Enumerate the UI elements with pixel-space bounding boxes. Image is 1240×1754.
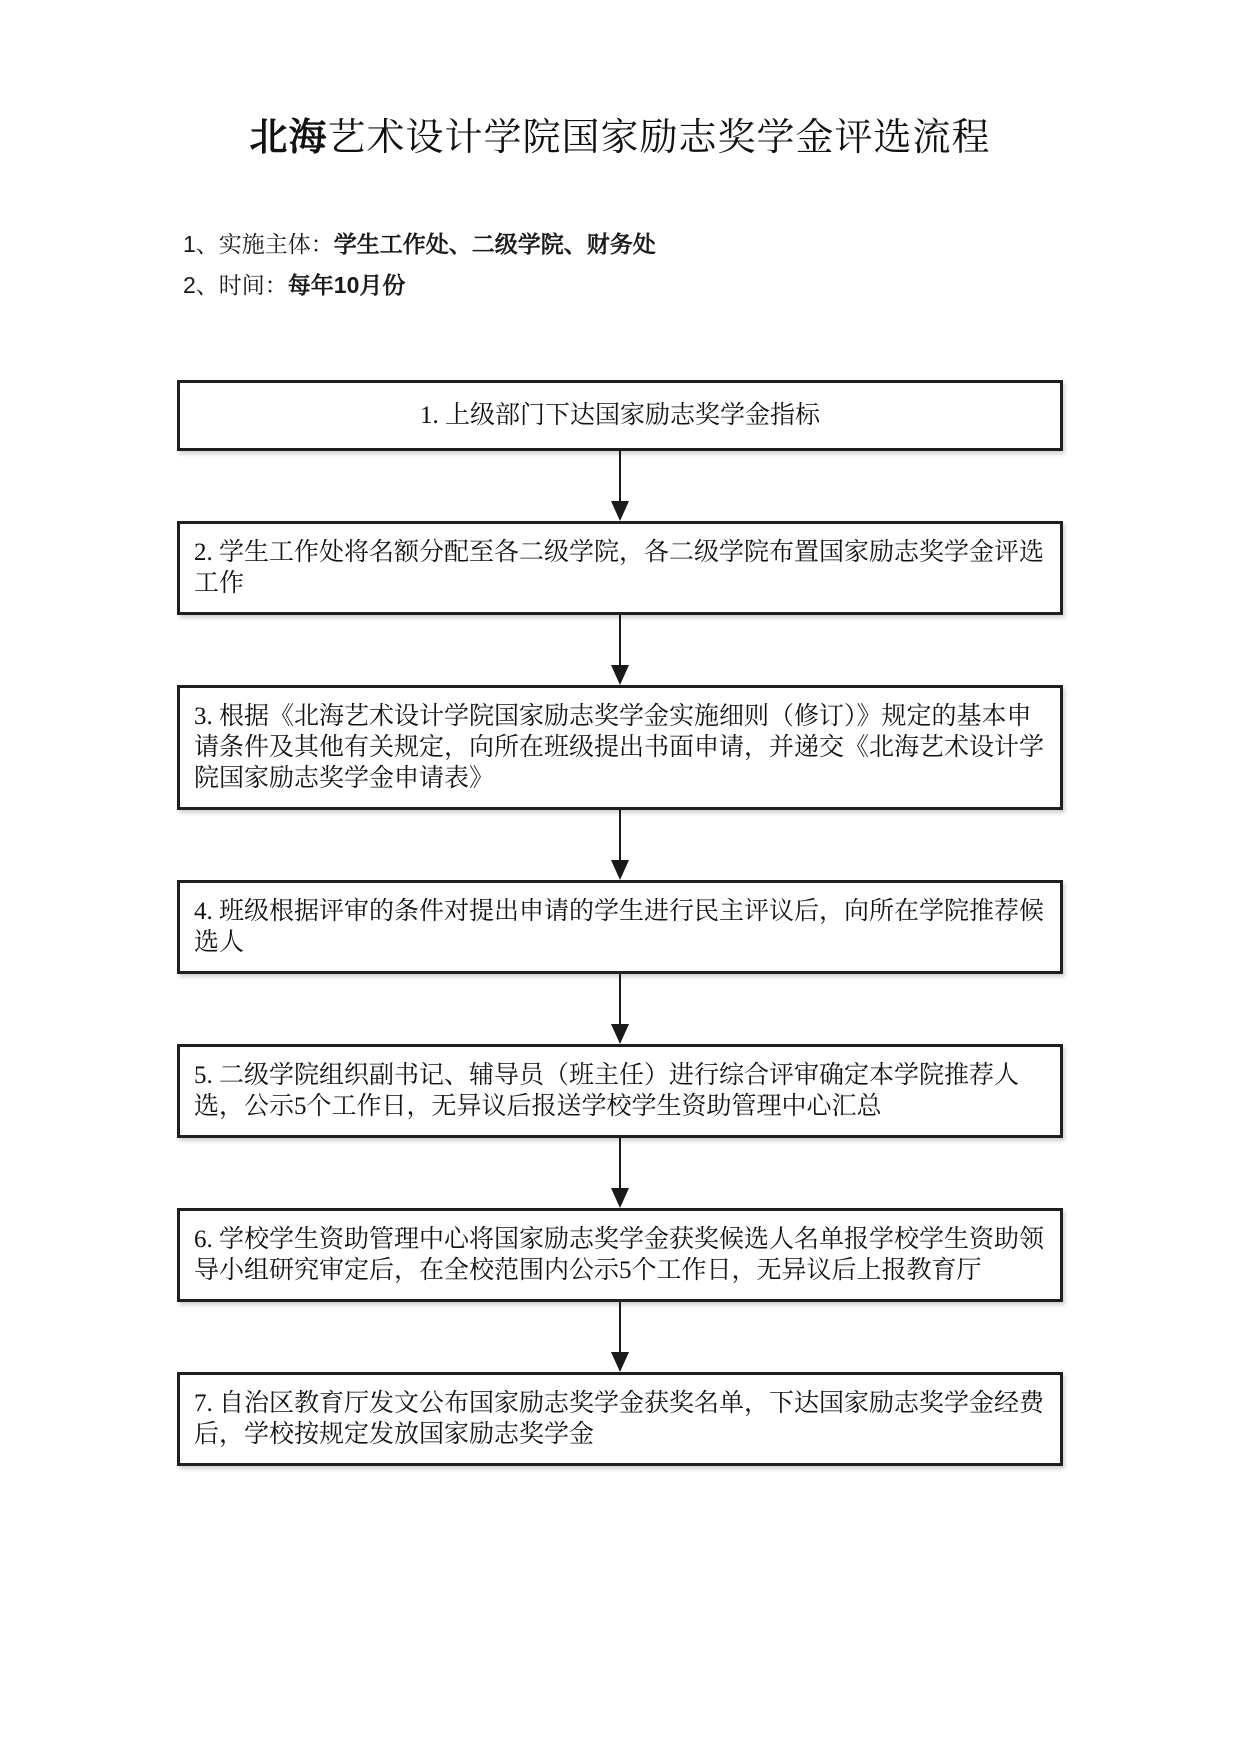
arrow-line [619, 974, 621, 1024]
page-title-rest: 艺术设计学院国家励志奖学金评选流程 [327, 117, 991, 159]
arrow-line [619, 1302, 621, 1352]
arrow-down-icon [611, 1024, 629, 1044]
flowchart [177, 380, 1063, 1466]
meta-item-subject-label: 1、实施主体： [183, 231, 334, 257]
page-title [0, 106, 1240, 161]
arrow-line [619, 615, 621, 665]
flow-step-1-text: 1. 上级部门下达国家励志奖学金指标 [419, 402, 820, 429]
flow-arrow-5 [177, 1138, 1063, 1208]
meta-item-subject-value: 学生工作处、二级学院、财务处 [333, 231, 656, 257]
flow-step-4 [177, 880, 1063, 974]
page-title-emphasis: 北海 [249, 117, 328, 159]
flow-arrow-1 [177, 451, 1063, 521]
flow-step-2-text: 2. 学生工作处将名额分配至各二级学院，各二级学院布置国家励志奖学金评选工作 [194, 539, 1045, 597]
flow-arrow-6 [177, 1302, 1063, 1372]
arrow-down-icon [611, 501, 629, 521]
flow-step-7-text: 7. 自治区教育厅发文公布国家励志奖学金获奖名单，下达国家励志奖学金经费后，学校按规定发放国家励志奖学金 [194, 1390, 1045, 1448]
flow-step-5-text: 5. 二级学院组织副书记、辅导员（班主任）进行综合评审确定本学院推荐人选，公示5个工作日，无异议后报送学校学生资助管理中心汇总 [194, 1062, 1020, 1120]
meta-item-subject [183, 228, 656, 269]
flow-step-1 [177, 380, 1063, 451]
flow-arrow-3 [177, 810, 1063, 880]
meta-item-time [183, 269, 656, 310]
arrow-down-icon [611, 665, 629, 685]
flow-step-4-text: 4. 班级根据评审的条件对提出申请的学生进行民主评议后，向所在学院推荐候选人 [194, 898, 1045, 956]
arrow-down-icon [611, 1352, 629, 1372]
meta-list [183, 228, 656, 310]
flow-step-5 [177, 1044, 1063, 1138]
flow-step-3 [177, 685, 1063, 810]
flow-arrow-4 [177, 974, 1063, 1044]
meta-item-time-value: 每年10月份 [287, 272, 406, 298]
flow-arrow-2 [177, 615, 1063, 685]
arrow-line [619, 810, 621, 860]
flow-step-6-text: 6. 学校学生资助管理中心将国家励志奖学金获奖候选人名单报学校学生资助领导小组研究审定后，在全校范围内公示5个工作日，无异议后上报教育厅 [194, 1226, 1045, 1284]
flow-step-6 [177, 1208, 1063, 1302]
arrow-down-icon [611, 860, 629, 880]
flow-step-7 [177, 1372, 1063, 1466]
flow-step-2 [177, 521, 1063, 615]
arrow-line [619, 1138, 621, 1188]
meta-item-time-label: 2、时间： [183, 272, 288, 298]
flow-step-3-text: 3. 根据《北海艺术设计学院国家励志奖学金实施细则（修订）》规定的基本申请条件及其他有关规定，向所在班级提出书面申请，并递交《北海艺术设计学院国家励志奖学金申请表》 [194, 703, 1045, 792]
arrow-line [619, 451, 621, 501]
arrow-down-icon [611, 1188, 629, 1208]
